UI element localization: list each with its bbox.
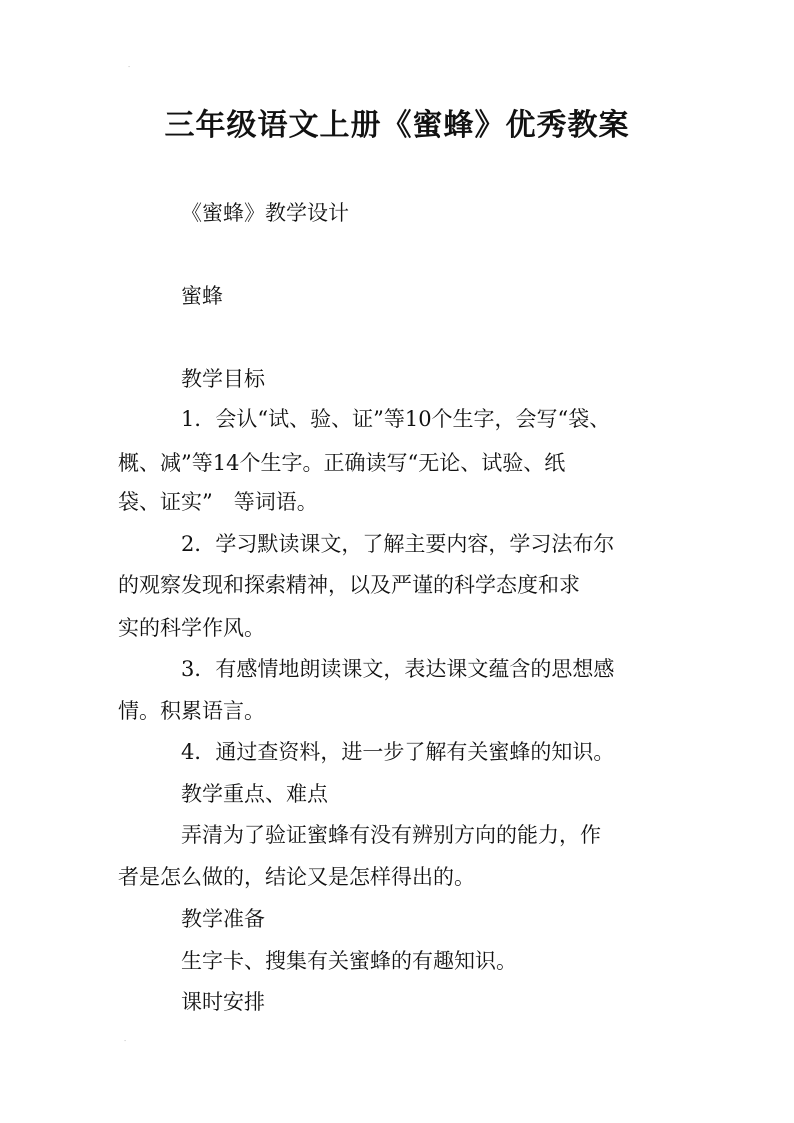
prep-heading: 教学准备: [181, 907, 265, 931]
goal-3-line-1: 3．有感情地朗读课文，表达课文蕴含的思想感: [181, 657, 615, 681]
goal-2-line-1: 2．学习默读课文，了解主要内容，学习法布尔: [181, 532, 615, 556]
goal-1-line-3: 袋、证实” 等词语。: [118, 490, 318, 514]
corner-mark-top: ⸳: [128, 61, 131, 70]
corner-mark-bottom: ⸳: [124, 1035, 127, 1044]
goal-3-line-2: 情。积累语言。: [118, 699, 265, 723]
schedule-heading: 课时安排: [181, 990, 265, 1014]
goal-4-line-1: 4．通过查资料，进一步了解有关蜜蜂的知识。: [181, 740, 615, 764]
keypoints-heading: 教学重点、难点: [181, 782, 328, 806]
goal-1-line-1: 1．会认“试、验、证”等10个生字，会写“袋、: [181, 407, 611, 431]
lesson-name: 蜜蜂: [181, 284, 223, 308]
document-title: 三年级语文上册《蜜蜂》优秀教案: [164, 108, 630, 143]
goal-2-line-2: 的观察发现和探索精神，以及严谨的科学态度和求: [118, 573, 580, 597]
keypoints-line-1: 弄清为了验证蜜蜂有没有辨别方向的能力，作: [181, 823, 601, 847]
subtitle: 《蜜蜂》教学设计: [181, 201, 349, 225]
goal-2-line-3: 实的科学作风。: [118, 616, 265, 640]
goal-1-line-2: 概、减”等14个生字。正确读写“无论、试验、纸: [118, 451, 566, 475]
prep-text: 生字卡、搜集有关蜜蜂的有趣知识。: [181, 949, 517, 973]
goals-heading: 教学目标: [181, 367, 265, 391]
keypoints-line-2: 者是怎么做的，结论又是怎样得出的。: [118, 865, 475, 889]
